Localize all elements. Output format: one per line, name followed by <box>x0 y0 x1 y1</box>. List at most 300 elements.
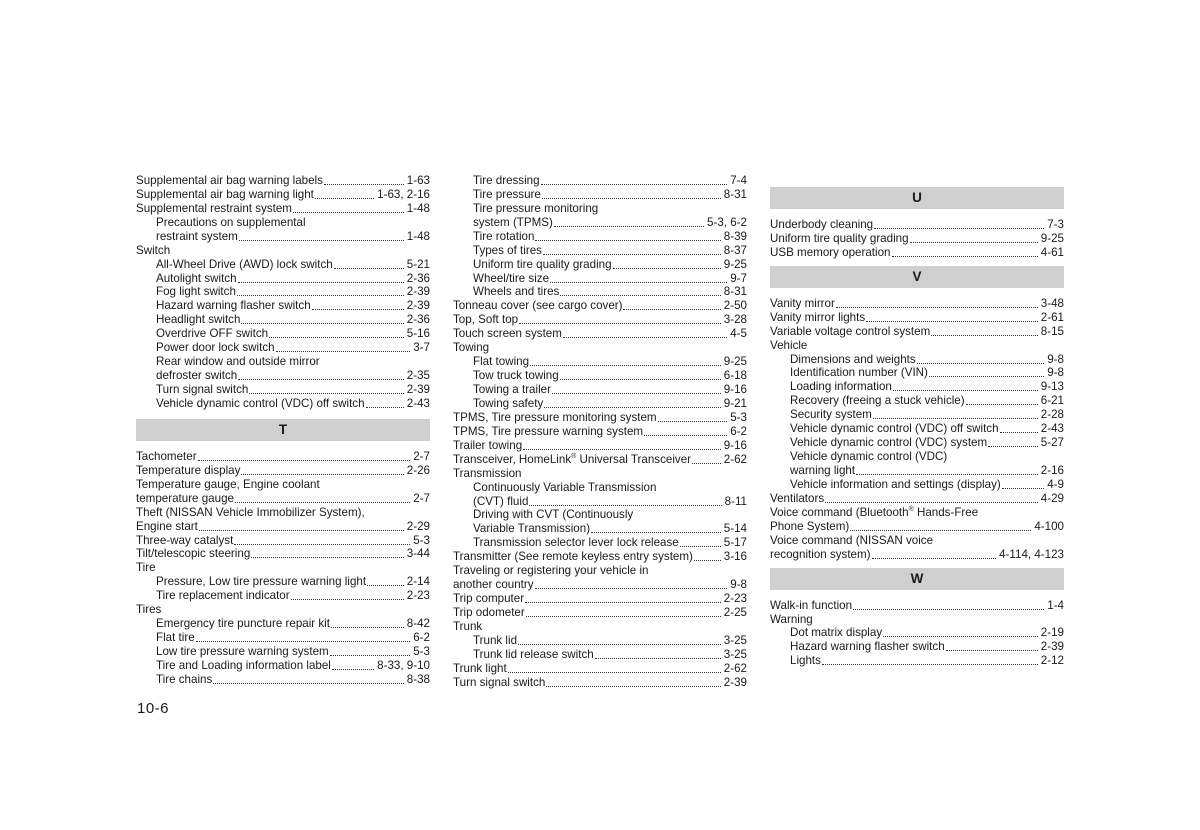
entry-label: TPMS, Tire pressure monitoring system <box>453 410 657 424</box>
dot-leader <box>644 435 727 436</box>
entry-label: Touch screen system <box>453 327 562 341</box>
index-entry <box>453 313 747 327</box>
page-reference: 2-39 <box>406 285 430 299</box>
index-entry <box>453 425 747 439</box>
entry-label: Transceiver, HomeLink <box>453 452 572 466</box>
page-reference: 9-25 <box>723 355 747 369</box>
page-reference: 5-14 <box>723 522 747 536</box>
entry-text <box>136 520 198 534</box>
page-reference: 7-4 <box>730 173 747 187</box>
page-reference: 5-16 <box>406 327 430 341</box>
dot-leader <box>241 474 403 475</box>
entry-label: Security system <box>790 408 872 422</box>
index-entry <box>136 631 430 645</box>
index-entry <box>136 341 430 355</box>
page-reference: 4-5 <box>730 327 747 341</box>
index-entry <box>453 369 747 383</box>
page-reference: 2-7 <box>413 449 430 463</box>
index-entry <box>770 599 1064 613</box>
index-entry <box>770 478 1064 492</box>
entry-text <box>790 436 987 450</box>
index-entry <box>453 202 747 216</box>
dot-leader <box>508 672 721 673</box>
entry-label: Trunk lid release switch <box>473 647 594 661</box>
index-entry <box>453 620 747 634</box>
dot-leader <box>276 351 411 352</box>
entry-text <box>453 313 518 327</box>
index-entry <box>453 341 747 355</box>
entry-text <box>770 599 852 613</box>
page-reference: 3-25 <box>723 647 747 661</box>
index-entry <box>136 589 430 603</box>
dot-leader <box>966 404 1038 405</box>
dot-leader <box>623 309 720 310</box>
dot-leader <box>873 418 1038 419</box>
page-reference: 2-19 <box>1040 626 1064 640</box>
entry-text <box>156 397 365 411</box>
index-entry <box>136 174 430 188</box>
entry-text <box>790 380 892 394</box>
entry-label: Theft (NISSAN Vehicle Immobilizer System), <box>136 505 365 519</box>
entry-text <box>136 547 250 561</box>
entry-label: (CVT) fluid <box>473 494 529 508</box>
index-entry <box>136 355 430 369</box>
index-entry <box>453 634 747 648</box>
entry-text <box>136 534 233 548</box>
index-entry <box>453 481 747 495</box>
dot-leader <box>892 256 1038 257</box>
index-entry <box>770 654 1064 668</box>
entry-text <box>473 495 528 509</box>
entry-text <box>790 478 1001 492</box>
entry-label: Wheel/tire size <box>473 271 550 285</box>
entry-text <box>136 450 197 464</box>
entry-label: Low tire pressure warning system <box>156 645 329 659</box>
page-reference: 9-16 <box>723 438 747 452</box>
page-reference: 2-50 <box>723 299 747 313</box>
index-entry <box>136 464 430 478</box>
page-reference: 4-114, 4-123 <box>999 547 1064 561</box>
page-reference: 3-25 <box>723 633 747 647</box>
page-reference: 4-29 <box>1040 491 1064 505</box>
entry-label: Types of tires <box>473 243 542 257</box>
page-reference: 1-63 <box>406 173 430 187</box>
index-entry <box>453 606 747 620</box>
entry-text <box>790 394 965 408</box>
dot-leader <box>542 198 721 199</box>
dot-leader <box>893 390 1038 391</box>
page-reference: 2-43 <box>406 396 430 410</box>
section-header: T <box>136 419 430 441</box>
index-entry <box>770 506 1064 520</box>
dot-leader <box>550 282 727 283</box>
entry-label: Flat towing <box>473 355 530 369</box>
entry-label: Variable voltage control system <box>770 324 931 338</box>
entry-label: Overdrive OFF switch <box>156 327 269 341</box>
entry-label: Voice command (Bluetooth <box>770 505 909 519</box>
entry-text <box>473 285 559 299</box>
index-entry <box>453 564 747 578</box>
dot-leader <box>836 307 1038 308</box>
entry-text <box>453 299 622 313</box>
dot-leader <box>367 585 404 586</box>
entry-label: Flat tire <box>156 631 195 645</box>
entry-text <box>453 425 643 439</box>
index-entry <box>453 439 747 453</box>
page-reference: 8-11 <box>724 494 747 508</box>
page-reference: 3-44 <box>406 547 430 561</box>
entry-text <box>136 244 170 258</box>
index-column-1 <box>136 174 430 687</box>
entry-text <box>770 548 871 562</box>
dot-leader <box>853 609 1044 610</box>
index-entry <box>453 495 747 509</box>
index-entry <box>136 299 430 313</box>
page-reference: 9-8 <box>730 578 747 592</box>
entry-label: TPMS, Tire pressure warning system <box>453 424 644 438</box>
dot-leader <box>234 544 410 545</box>
dot-leader <box>694 560 721 561</box>
entry-text <box>473 188 541 202</box>
entry-label: another country <box>453 578 534 592</box>
dot-leader <box>850 530 1031 531</box>
entry-label: Dot matrix display <box>790 626 883 640</box>
index-entry <box>453 550 747 564</box>
entry-label: Tire replacement indicator <box>156 589 290 603</box>
index-entry <box>770 492 1064 506</box>
entry-text <box>156 299 311 313</box>
entry-label: Three-way catalyst <box>136 533 234 547</box>
index-entry <box>136 369 430 383</box>
page-reference: 2-12 <box>1040 654 1064 668</box>
entry-label: Dimensions and weights <box>790 352 916 366</box>
entry-text <box>453 341 489 355</box>
entry-label: Engine start <box>136 519 198 533</box>
dot-leader <box>239 240 404 241</box>
dot-leader <box>535 240 720 241</box>
entry-text <box>156 313 240 327</box>
page-reference: 9-8 <box>1047 352 1064 366</box>
entry-text <box>473 397 543 411</box>
dot-leader <box>680 546 721 547</box>
dot-leader <box>560 379 721 380</box>
index-entry <box>770 246 1064 260</box>
entry-label: Transmitter (See remote keyless entry system) <box>453 550 693 564</box>
page-number: 10-6 <box>137 700 170 717</box>
entry-text <box>136 603 161 617</box>
page-reference: 9-7 <box>730 271 747 285</box>
entry-text <box>156 355 320 369</box>
entry-text <box>473 202 598 216</box>
registered-mark: ® <box>571 452 577 460</box>
dot-leader <box>554 226 704 227</box>
index-entry <box>136 534 430 548</box>
entry-text <box>473 244 542 258</box>
entry-text <box>453 564 648 578</box>
entry-text <box>473 355 529 369</box>
index-entry <box>770 548 1064 562</box>
dot-leader <box>198 460 411 461</box>
entry-label: Towing safety <box>473 396 544 410</box>
entry-text <box>770 613 813 627</box>
entry-label: Towing <box>453 341 490 355</box>
dot-leader <box>546 686 720 687</box>
entry-label: Switch <box>136 243 171 257</box>
index-entry <box>770 520 1064 534</box>
entry-text <box>156 645 329 659</box>
entry-label: Tires <box>136 603 162 617</box>
entry-text <box>790 408 872 422</box>
index-entry <box>770 627 1064 641</box>
entry-label: Vehicle information and settings (display) <box>790 477 1001 491</box>
dot-leader <box>874 228 1044 229</box>
entry-label: Tire <box>136 561 156 575</box>
entry-label: Phone System) <box>770 519 850 533</box>
page-reference: 8-37 <box>723 243 747 257</box>
index-entry <box>136 659 430 673</box>
entry-text <box>156 258 333 272</box>
page-reference: 5-3 <box>413 533 430 547</box>
entry-text <box>136 202 292 216</box>
dot-leader <box>238 379 404 380</box>
entry-label: Turn signal switch <box>156 383 249 397</box>
entry-text <box>136 561 156 575</box>
page-reference: 9-13 <box>1040 380 1064 394</box>
index-entry <box>136 216 430 230</box>
entry-label: Tire and Loading information label <box>156 658 331 672</box>
entry-text <box>453 578 534 592</box>
index-entry <box>770 394 1064 408</box>
entry-label: Walk-in function <box>770 598 853 612</box>
dot-leader <box>931 335 1038 336</box>
entry-text <box>453 620 482 634</box>
entry-label: Identification number (VIN) <box>790 366 928 380</box>
index-entry <box>136 450 430 464</box>
entry-label: restraint system <box>156 229 238 243</box>
page-reference: 5-3, 6-2 <box>707 215 747 229</box>
index-entry <box>770 353 1064 367</box>
entry-label: Supplemental air bag warning labels <box>136 173 323 187</box>
page-reference: 3-28 <box>723 313 747 327</box>
page-reference: 2-29 <box>406 519 430 533</box>
entry-label: Towing a trailer <box>473 383 551 397</box>
entry-label-cont: Hands-Free <box>913 505 979 519</box>
index-entry <box>453 522 747 536</box>
index-entry <box>770 422 1064 436</box>
index-entry <box>770 380 1064 394</box>
registered-mark: ® <box>908 505 914 513</box>
page-reference: 2-62 <box>723 452 747 466</box>
dot-leader <box>988 446 1038 447</box>
index-column-2 <box>453 174 747 690</box>
index-entry <box>136 617 430 631</box>
index-entry <box>453 355 747 369</box>
index-entry <box>453 578 747 592</box>
entry-label: Tire chains <box>156 672 213 686</box>
entry-label: Underbody cleaning <box>770 217 874 231</box>
index-entry <box>136 548 430 562</box>
dot-leader <box>213 683 404 684</box>
page-reference: 6-2 <box>730 424 747 438</box>
index-entry <box>136 673 430 687</box>
entry-label: Tire dressing <box>473 173 540 187</box>
entry-text <box>770 492 824 506</box>
page-reference: 9-16 <box>723 383 747 397</box>
entry-label: Warning <box>770 612 813 626</box>
entry-text <box>770 297 835 311</box>
page-reference: 2-62 <box>723 661 747 675</box>
entry-label: Ventilators <box>770 491 825 505</box>
entry-text <box>790 422 999 436</box>
index-entry <box>453 467 747 481</box>
entry-text <box>790 640 945 654</box>
index-entry <box>453 327 747 341</box>
entry-label: Vehicle <box>770 338 808 352</box>
entry-label: Trip computer <box>453 592 525 606</box>
index-entry <box>136 327 430 341</box>
index-entry <box>136 397 430 411</box>
entry-label: Supplemental restraint system <box>136 201 292 215</box>
index-entry <box>770 218 1064 232</box>
dot-leader <box>535 588 728 589</box>
entry-text <box>453 439 522 453</box>
entry-label: Temperature display <box>136 463 241 477</box>
dot-leader <box>525 602 721 603</box>
section-header: W <box>770 568 1064 590</box>
index-entry <box>136 478 430 492</box>
entry-label: Rear window and outside mirror <box>156 355 320 369</box>
entry-label: Driving with CVT (Continuously <box>473 508 634 522</box>
entry-text <box>136 492 234 506</box>
entry-text <box>473 634 517 648</box>
index-entry <box>453 258 747 272</box>
entry-label: Continuously Variable Transmission <box>473 480 657 494</box>
entry-text <box>453 550 693 564</box>
index-entry <box>453 230 747 244</box>
entry-label: Fog light switch <box>156 285 236 299</box>
index-entry <box>136 272 430 286</box>
section-header: U <box>770 187 1064 209</box>
entry-label: Transmission selector lever lock release <box>473 536 679 550</box>
entry-text <box>473 481 656 495</box>
entry-text <box>136 464 240 478</box>
dot-leader <box>917 363 1045 364</box>
index-entry <box>453 244 747 258</box>
page-reference: 5-21 <box>406 257 430 271</box>
index-entry <box>453 648 747 662</box>
index-entry <box>136 575 430 589</box>
page-reference: 2-39 <box>1040 640 1064 654</box>
index-entry <box>453 174 747 188</box>
entry-text <box>473 536 679 550</box>
dot-leader <box>312 309 404 310</box>
index-entry <box>770 640 1064 654</box>
dot-leader <box>523 449 721 450</box>
entry-label: Turn signal switch <box>453 675 546 689</box>
entry-text <box>453 411 657 425</box>
page-reference: 5-3 <box>730 410 747 424</box>
entry-text <box>473 522 590 536</box>
entry-text <box>453 327 562 341</box>
dot-leader <box>563 337 727 338</box>
entry-text <box>770 232 909 246</box>
entry-text <box>136 478 320 492</box>
index-entry <box>136 244 430 258</box>
page-reference: 3-16 <box>723 550 747 564</box>
entry-text <box>473 508 633 522</box>
index-entry <box>453 299 747 313</box>
dot-leader <box>544 407 721 408</box>
page-reference: 2-23 <box>723 592 747 606</box>
dot-leader <box>822 664 1038 665</box>
dot-leader <box>332 669 374 670</box>
dot-leader <box>249 393 403 394</box>
entry-label: Trip odometer <box>453 606 525 620</box>
page-reference: 6-18 <box>723 369 747 383</box>
entry-label: Temperature gauge, Engine coolant <box>136 477 320 491</box>
dot-leader <box>526 616 721 617</box>
index-entry <box>453 383 747 397</box>
index-entry <box>453 536 747 550</box>
entry-text <box>156 272 237 286</box>
index-entry <box>453 592 747 606</box>
page-reference: 2-14 <box>406 575 430 589</box>
index-entry <box>770 325 1064 339</box>
dot-leader <box>541 184 728 185</box>
dot-leader <box>825 502 1038 503</box>
dot-leader <box>692 463 721 464</box>
entry-text <box>770 246 891 260</box>
entry-label: Voice command (NISSAN voice <box>770 533 934 547</box>
page-reference: 7-3 <box>1047 217 1064 231</box>
entry-text <box>473 272 549 286</box>
entry-text <box>473 216 553 230</box>
page-reference: 8-15 <box>1040 324 1064 338</box>
index-entry <box>770 436 1064 450</box>
page-reference: 3-7 <box>413 341 430 355</box>
index-entry <box>453 676 747 690</box>
entry-label: Precautions on supplemental <box>156 215 306 229</box>
page-reference: 4-100 <box>1034 519 1064 533</box>
dot-leader <box>235 502 410 503</box>
dot-leader <box>591 532 721 533</box>
page-reference: 9-25 <box>723 257 747 271</box>
entry-label: defroster switch <box>156 369 238 383</box>
dot-leader <box>929 376 1044 377</box>
entry-label: Vehicle dynamic control (VDC) <box>790 450 948 464</box>
entry-label: Tire pressure monitoring <box>473 201 599 215</box>
page-reference: 2-35 <box>406 369 430 383</box>
index-entry <box>136 506 430 520</box>
entry-label: Vanity mirror <box>770 296 835 310</box>
entry-label: Trunk <box>453 619 483 633</box>
entry-label: Tachometer <box>136 449 197 463</box>
page-reference: 2-61 <box>1040 310 1064 324</box>
entry-label: Traveling or registering your vehicle in <box>453 564 649 578</box>
page-reference: 1-4 <box>1047 598 1064 612</box>
entry-label: Variable Transmission) <box>473 522 591 536</box>
entry-label: Power door lock switch <box>156 341 275 355</box>
index-entry <box>453 272 747 286</box>
page-reference: 2-16 <box>1040 464 1064 478</box>
index-entry <box>770 367 1064 381</box>
page-reference: 9-21 <box>723 396 747 410</box>
page-reference: 1-63, 2-16 <box>377 187 430 201</box>
dot-leader <box>293 212 404 213</box>
page-reference: 8-42 <box>406 617 430 631</box>
page-reference: 8-33, 9-10 <box>377 658 430 672</box>
page-reference: 2-39 <box>406 299 430 313</box>
